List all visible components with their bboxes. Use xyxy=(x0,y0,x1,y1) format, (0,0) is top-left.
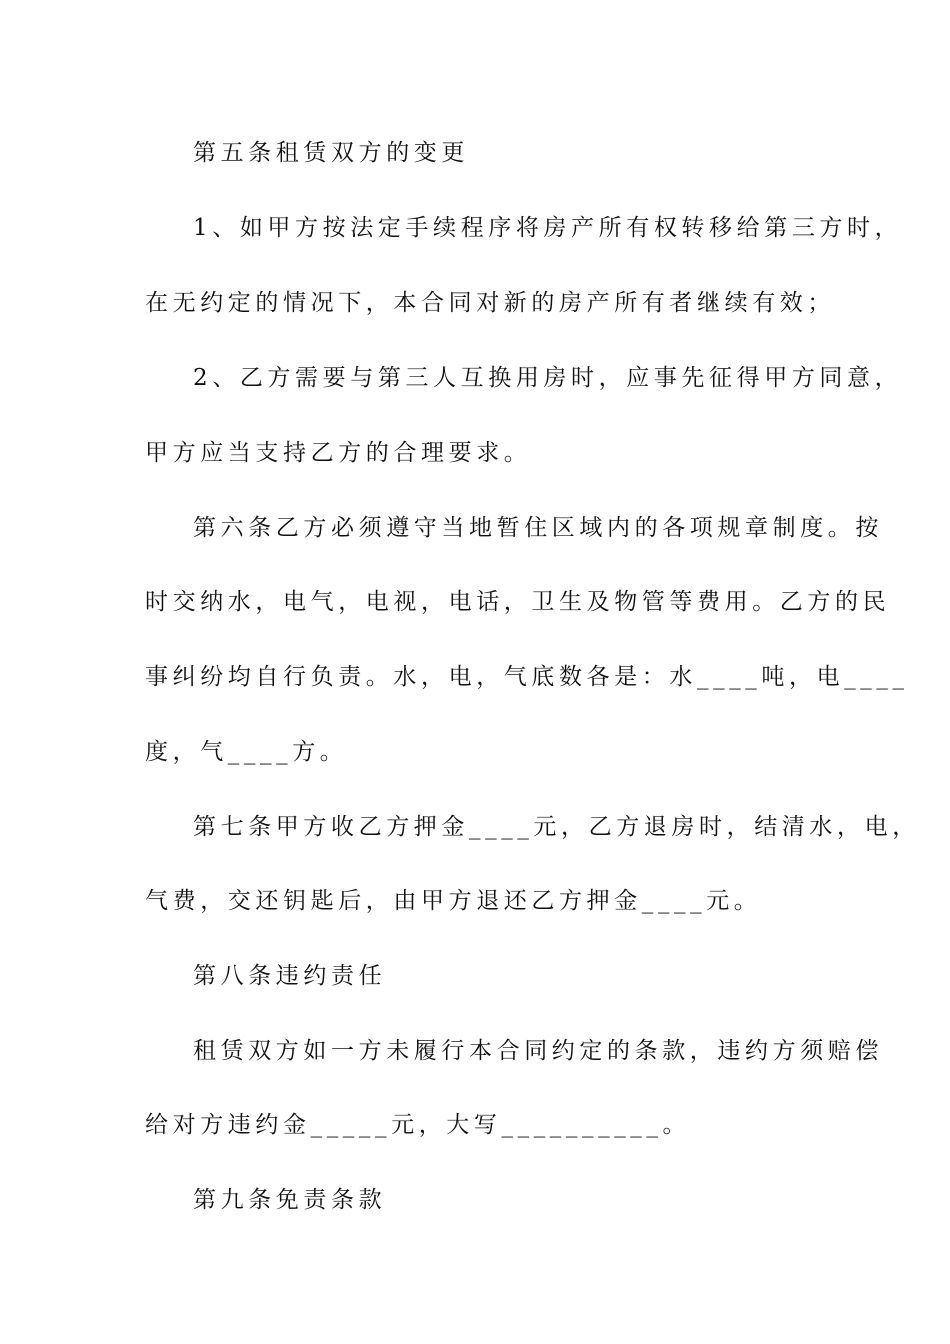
article-5-clause-2-line-2: 甲方应当支持乙方的合理要求。 xyxy=(145,440,532,466)
article-9-heading: 第九条免责条款 xyxy=(193,1187,387,1213)
article-7-line-1: 第七条甲方收乙方押金____元，乙方退房时，结清水，电， xyxy=(193,814,920,840)
article-5-clause-2-line-1: 2、乙方需要与第三人互换用房时，应事先征得甲方同意， xyxy=(193,365,903,391)
article-5-clause-1-line-1: 1、如甲方按法定手续程序将房产所有权转移给第三方时， xyxy=(193,215,903,241)
article-6-line-2: 时交纳水，电气，电视，电话，卫生及物管等费用。乙方的民 xyxy=(145,589,891,615)
article-5-clause-1-line-2: 在无约定的情况下，本合同对新的房产所有者继续有效； xyxy=(145,290,835,316)
article-7-line-2: 气费，交还钥匙后，由甲方退还乙方押金____元。 xyxy=(145,888,762,914)
article-8-line-2: 给对方违约金_____元，大写__________。 xyxy=(145,1112,691,1138)
article-6-line-1: 第六条乙方必须遵守当地暂住区域内的各项规章制度。按 xyxy=(193,515,883,541)
article-8-line-1: 租赁双方如一方未履行本合同约定的条款，违约方须赔偿 xyxy=(193,1038,883,1064)
article-8-heading: 第八条违约责任 xyxy=(193,963,387,989)
article-6-line-4: 度，气____方。 xyxy=(145,739,348,765)
article-5-heading: 第五条租赁双方的变更 xyxy=(193,140,469,166)
article-6-line-3: 事纠纷均自行负责。水，电，气底数各是：水____吨，电____ xyxy=(145,664,909,690)
